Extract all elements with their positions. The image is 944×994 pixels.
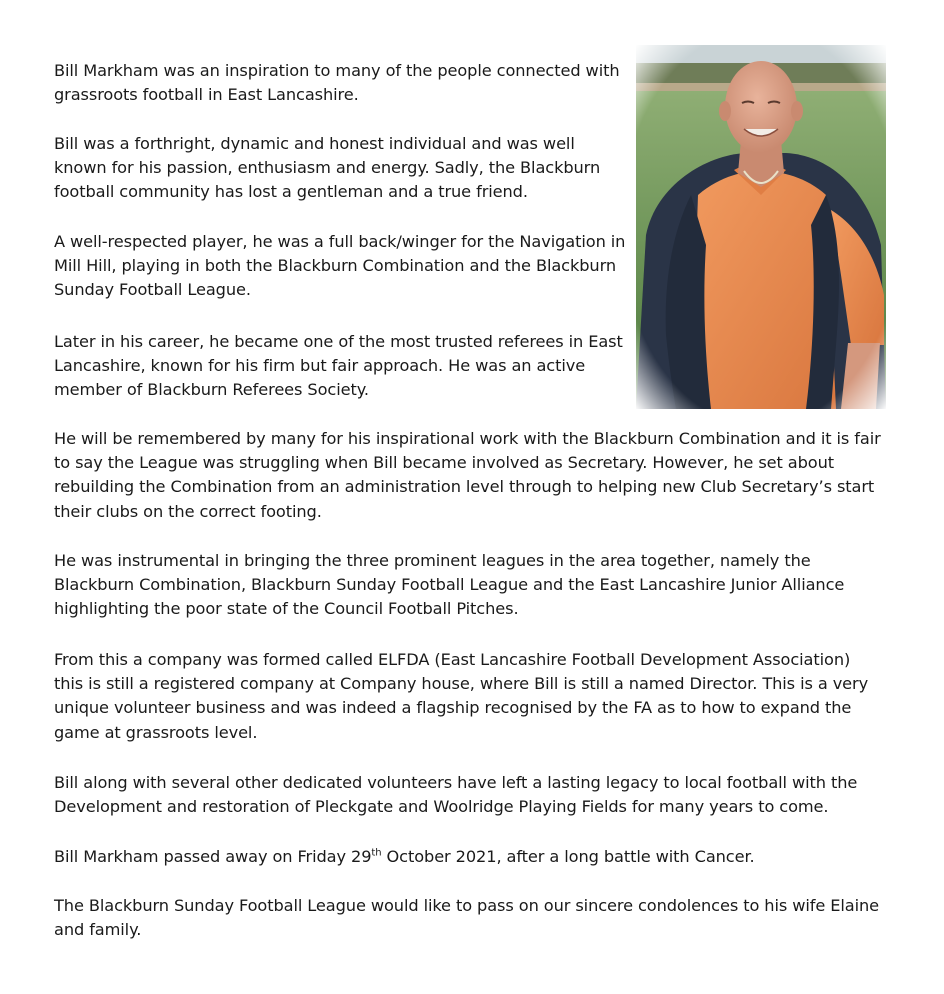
passing-text-after: October 2021, after a long battle with Cancer. (381, 847, 755, 866)
paragraph-playing-career: A well-respected player, he was a full back/winger for the Navigation in Mill Hill, playing in both the Blackburn Combination and the Blackburn Sunday Football League. (54, 232, 626, 300)
paragraph-combination-work: He will be remembered by many for his inspirational work with the Blackburn Combination and it is fair to say the League was struggling when Bill became involved as Secretary. However, he set about rebuilding the Combination from an administration level through to helping new Club Secretary’s start their clubs on the correct footing. (54, 429, 881, 521)
paragraph-leagues-together: He was instrumental in bringing the three prominent leagues in the area together, namely the Blackburn Combination, Blackburn Sunday Football League and the East Lancashire Junior Alliance highlighting the poor state of the Council Football Pitches. (54, 551, 845, 619)
paragraph-intro: Bill Markham was an inspiration to many of the people connected with grassroots football in East Lancashire. (54, 61, 620, 105)
portrait-photo (636, 45, 886, 409)
paragraph-character: Bill was a forthright, dynamic and honest individual and was well known for his passion, enthusiasm and energy. Sadly, the Blackburn football community has lost a gentleman and a true friend. (54, 134, 601, 202)
passing-date-suffix: th (371, 847, 382, 859)
paragraph-condolences: The Blackburn Sunday Football League would like to pass on our sincere condolences to his wife Elaine and family. (54, 896, 880, 940)
passing-text-before: Bill Markham passed away on Friday 29 (54, 847, 372, 866)
paragraph-elfda: From this a company was formed called ELFDA (East Lancashire Football Development Association) this is still a registered company at Company house, where Bill is still a named Director. This is a very unique volunteer business and was indeed a flagship recognised by the FA as to how to expand the game at grassroots level. (54, 650, 869, 742)
paragraph-refereeing: Later in his career, he became one of the most trusted referees in East Lancashire, known for his firm but fair approach. He was an active member of Blackburn Referees Society. (54, 332, 623, 400)
paragraph-legacy: Bill along with several other dedicated volunteers have left a lasting legacy to local football with the Development and restoration of Pleckgate and Woolridge Playing Fields for many years to come. (54, 773, 858, 817)
paragraph-passing (54, 845, 884, 869)
